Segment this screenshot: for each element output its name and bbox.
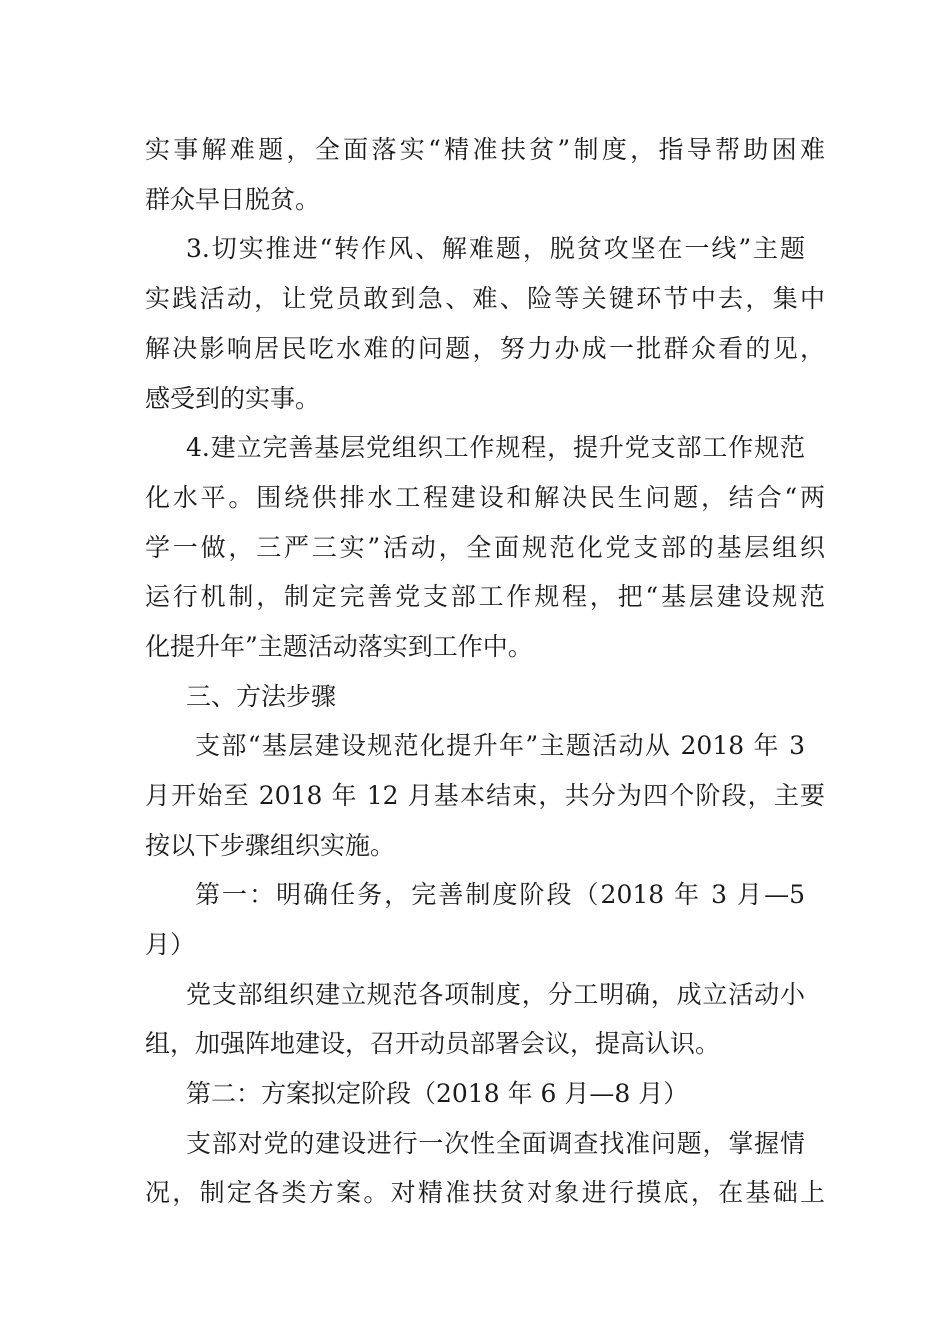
paragraph-line: 感受到的实事。 bbox=[145, 384, 321, 413]
paragraph-line: 组，加强阵地建设，召开动员部署会议，提高认识。 bbox=[145, 1029, 721, 1058]
paragraph-line: 月开始至 2018 年 12 月基本结束，共分为四个阶段，主要 bbox=[145, 781, 825, 810]
paragraph-line: 化水平。围绕供排水工程建设和解决民生问题，结合“两 bbox=[145, 483, 825, 512]
stage-heading: 第一：明确任务，完善制度阶段（2018 年 3 月—5 bbox=[195, 880, 805, 909]
paragraph-line: 群众早日脱贫。 bbox=[145, 185, 321, 214]
section-heading: 三、方法步骤 bbox=[186, 682, 337, 711]
paragraph-line: 党支部组织建立规范各项制度，分工明确，成立活动小 bbox=[186, 980, 805, 1009]
paragraph-line: 化提升年”主题活动落实到工作中。 bbox=[145, 632, 533, 661]
paragraph-line: 支部“基层建设规范化提升年”主题活动从 2018 年 3 bbox=[195, 731, 805, 760]
paragraph-line: 4.建立完善基层党组织工作规程，提升党支部工作规范 bbox=[186, 433, 805, 462]
paragraph-line: 学一做，三严三实”活动，全面规范化党支部的基层组织 bbox=[145, 533, 825, 562]
paragraph-line: 运行机制，制定完善党支部工作规程，把“基层建设规范 bbox=[145, 582, 825, 611]
paragraph-line: 3.切实推进“转作风、解难题，脱贫攻坚在一线”主题 bbox=[186, 234, 805, 263]
paragraph-line: 解决影响居民吃水难的问题，努力办成一批群众看的见， bbox=[145, 334, 825, 363]
stage-heading: 第二：方案拟定阶段（2018 年 6 月—8 月） bbox=[186, 1079, 689, 1108]
stage-heading: 月） bbox=[145, 930, 196, 959]
paragraph-line: 况，制定各类方案。对精准扶贫对象进行摸底，在基础上 bbox=[145, 1178, 825, 1207]
paragraph-line: 实践活动，让党员敢到急、难、险等关键环节中去，集中 bbox=[145, 284, 825, 313]
paragraph-line: 实事解难题，全面落实“精准扶贫”制度，指导帮助困难 bbox=[145, 135, 825, 164]
paragraph-line: 按以下步骤组织实施。 bbox=[145, 831, 396, 860]
paragraph-line: 支部对党的建设进行一次性全面调查找准问题，掌握情 bbox=[186, 1129, 805, 1158]
